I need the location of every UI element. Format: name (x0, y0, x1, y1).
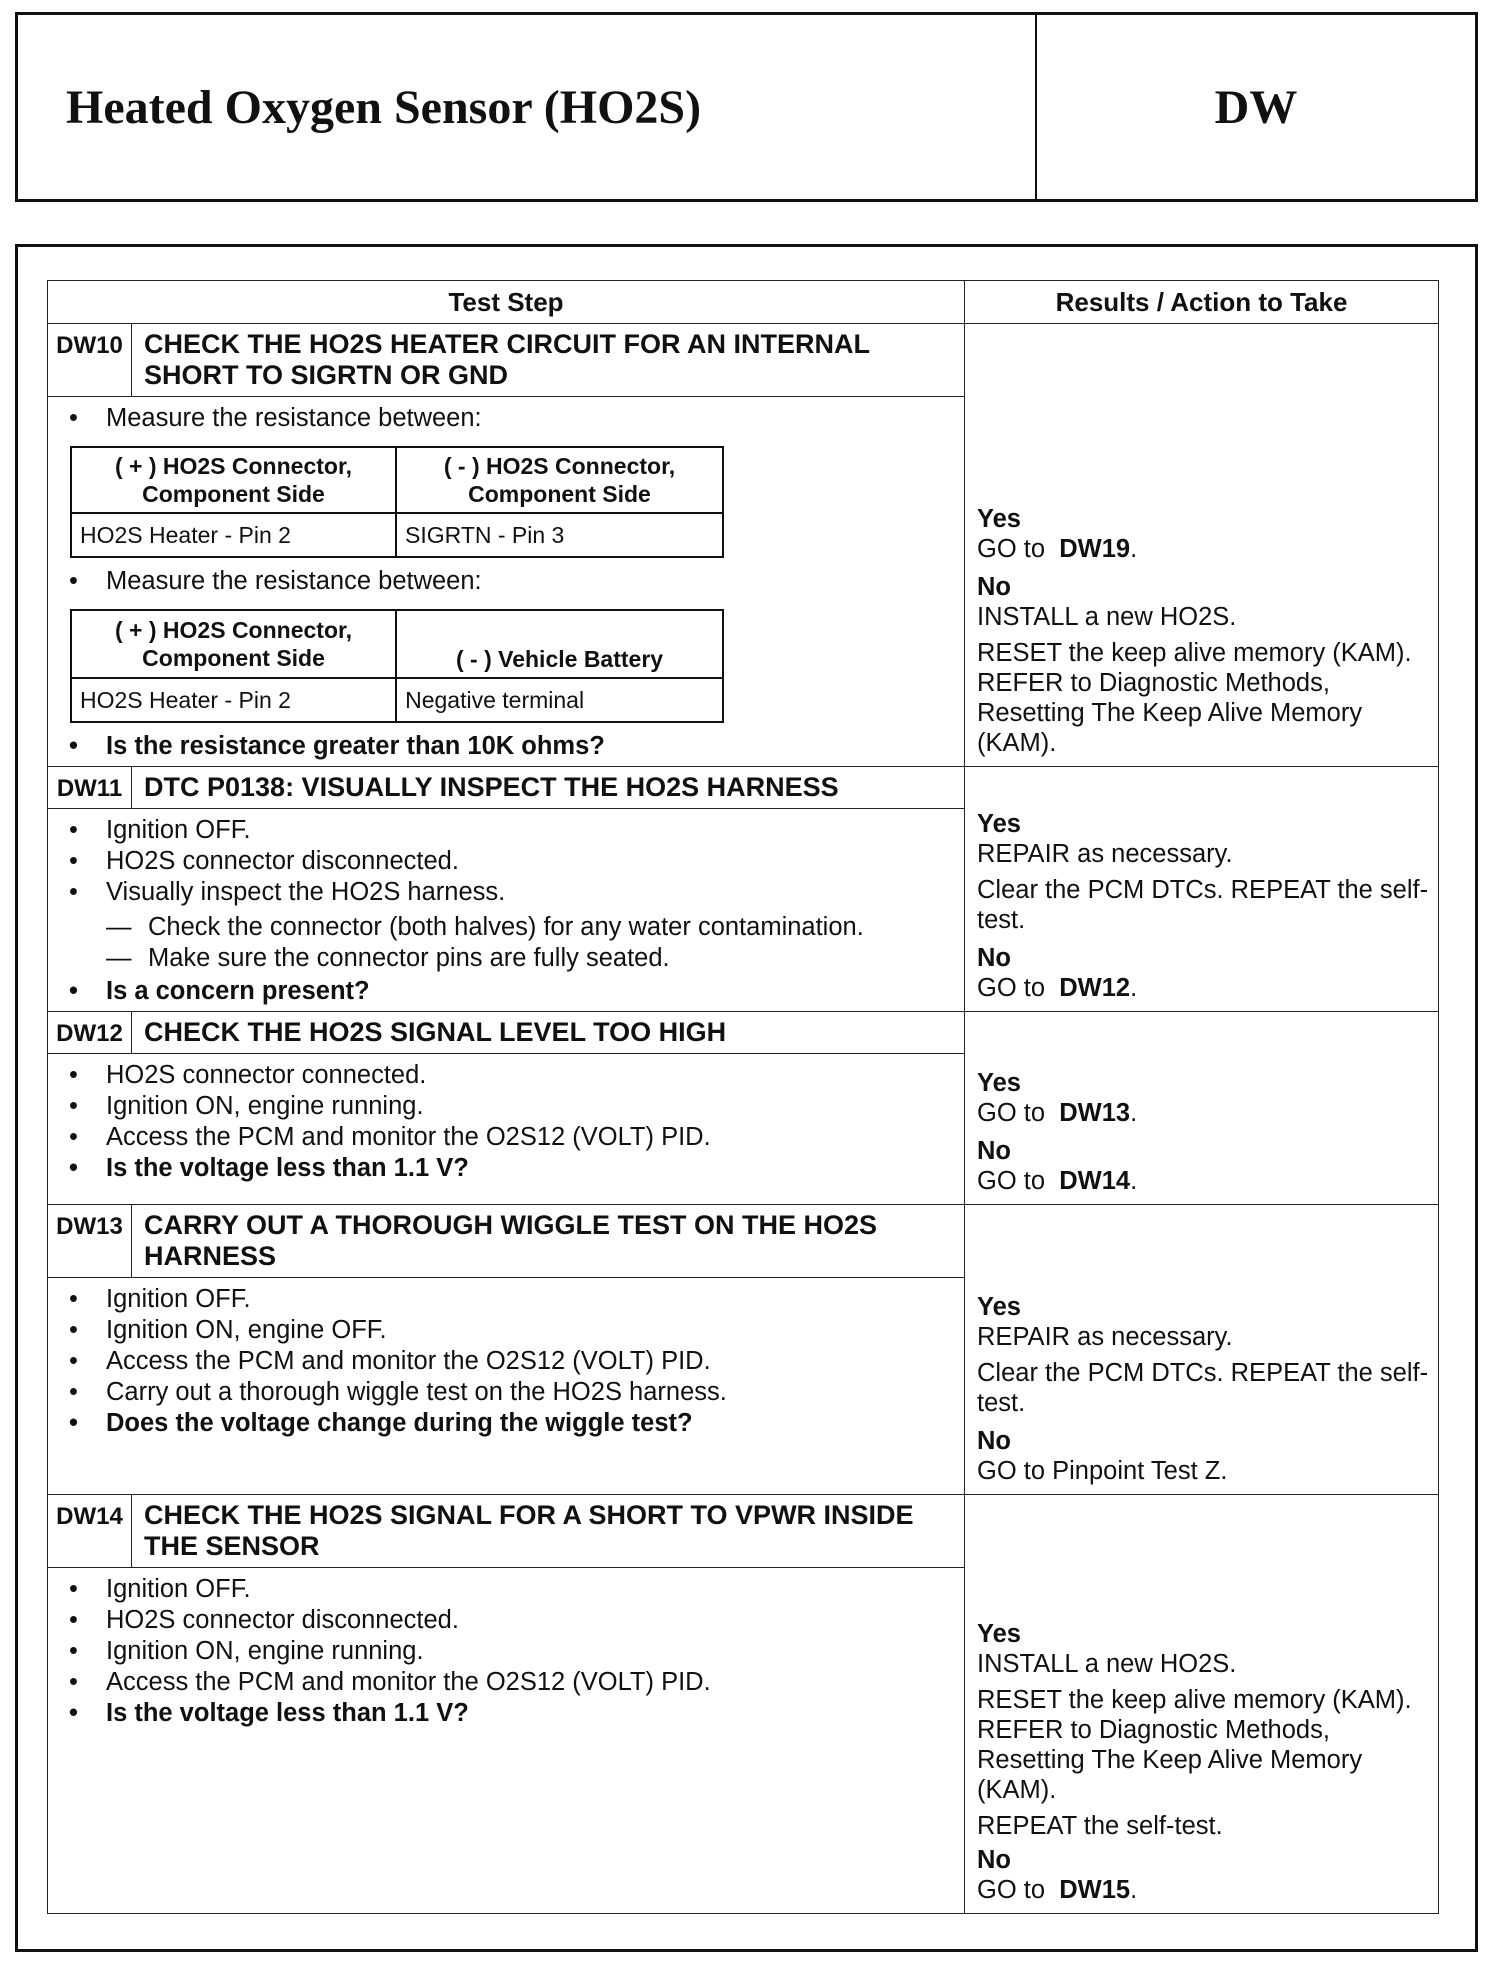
no-action: INSTALL a new HO2S. (977, 603, 1237, 631)
step-title: DTC P0138: VISUALLY INSPECT THE HO2S HARNESS (132, 767, 965, 809)
goto-link[interactable]: DW19 (1059, 535, 1131, 563)
dash-item: — Make sure the connector pins are fully seated. (60, 943, 954, 974)
bullet-item: • HO2S connector disconnected. (60, 1605, 954, 1636)
question-item: • Is the resistance greater than 10K ohms? (60, 731, 954, 762)
yes-label: Yes (977, 505, 1021, 533)
no-label: No (977, 1427, 1012, 1455)
no-action: GO to DW12. (977, 974, 1138, 1002)
yes-action: REPAIR as necessary. (977, 1323, 1233, 1351)
bullet-item: • Access the PCM and monitor the O2S12 (VOLT) PID. (60, 1122, 954, 1153)
yes-action-2: Clear the PCM DTCs. REPEAT the self-test. (977, 1359, 1429, 1417)
mini-cell: HO2S Heater - Pin 2 (71, 678, 396, 722)
yes-action: GO to DW19. (977, 535, 1138, 563)
yes-label: Yes (977, 1069, 1021, 1097)
bullet-item: • Access the PCM and monitor the O2S12 (VOLT) PID. (60, 1346, 954, 1377)
table-header-row (48, 281, 1439, 324)
question-item: • Is the voltage less than 1.1 V? (60, 1698, 954, 1729)
no-action-2: RESET the keep alive memory (KAM). REFER to Diagnostic Methods, Resetting The Keep Alive Memory (KAM). (977, 639, 1412, 757)
step-code: DW11 (48, 767, 132, 809)
bullet-item: • Measure the resistance between: (60, 566, 954, 597)
step-body (48, 1568, 965, 1914)
yes-action-2: RESET the keep alive memory (KAM). REFER to Diagnostic Methods, Resetting The Keep Alive Memory (KAM). (977, 1686, 1412, 1804)
yes-action: INSTALL a new HO2S. (977, 1650, 1237, 1678)
step-dw12-title-row (48, 1012, 1439, 1054)
goto-link[interactable]: DW12 (1059, 974, 1131, 1002)
step-dw14-results (965, 1495, 1439, 1914)
pinpoint-test-table (47, 280, 1439, 1914)
mini-header: ( - ) HO2S Connector, Component Side (396, 447, 723, 513)
step-code: DW10 (48, 324, 132, 397)
step-title: CARRY OUT A THOROUGH WIGGLE TEST ON THE HO2S HARNESS (132, 1205, 965, 1278)
step-body (48, 809, 965, 1012)
no-label: No (977, 573, 1012, 601)
page-header (15, 12, 1478, 202)
bullet-item: • Ignition ON, engine running. (60, 1636, 954, 1667)
bullet-item: • HO2S connector connected. (60, 1060, 954, 1091)
goto-link[interactable]: DW13 (1059, 1099, 1131, 1127)
yes-label: Yes (977, 1293, 1021, 1321)
step-title: CHECK THE HO2S SIGNAL LEVEL TOO HIGH (132, 1012, 965, 1054)
bullet-item: • Ignition ON, engine running. (60, 1091, 954, 1122)
section-code: DW (1214, 80, 1298, 134)
bullet-item: • Access the PCM and monitor the O2S12 (VOLT) PID. (60, 1667, 954, 1698)
yes-action: GO to DW13. (977, 1099, 1138, 1127)
step-title: CHECK THE HO2S SIGNAL FOR A SHORT TO VPWR INSIDE THE SENSOR (132, 1495, 965, 1568)
goto-link[interactable]: DW14 (1059, 1167, 1131, 1195)
question-item: • Is the voltage less than 1.1 V? (60, 1153, 954, 1184)
yes-label: Yes (977, 1620, 1021, 1648)
col-header-test-step: Test Step (48, 281, 965, 324)
step-title: CHECK THE HO2S HEATER CIRCUIT FOR AN INTERNAL SHORT TO SIGRTN OR GND (132, 324, 965, 397)
step-code: DW12 (48, 1012, 132, 1054)
step-body (48, 397, 965, 767)
no-action: GO to DW14. (977, 1167, 1138, 1195)
mini-cell: HO2S Heater - Pin 2 (71, 513, 396, 557)
yes-action-2: Clear the PCM DTCs. REPEAT the self-test. (977, 876, 1429, 934)
bullet-item: • Visually inspect the HO2S harness. (60, 877, 954, 908)
step-body (48, 1278, 965, 1495)
mini-header: ( + ) HO2S Connector, Component Side (71, 447, 396, 513)
step-dw10-results (965, 324, 1439, 767)
mini-cell: SIGRTN - Pin 3 (396, 513, 723, 557)
question-item: • Is a concern present? (60, 976, 954, 1007)
no-action: GO to DW15. (977, 1876, 1138, 1904)
step-dw13-results (965, 1205, 1439, 1495)
bullet-item: • Ignition ON, engine OFF. (60, 1315, 954, 1346)
step-dw10-title-row (48, 324, 1439, 397)
step-dw11-results (965, 767, 1439, 1012)
step-dw12-results (965, 1012, 1439, 1205)
dash-item: — Check the connector (both halves) for any water contamination. (60, 912, 954, 943)
mini-cell: Negative terminal (396, 678, 723, 722)
goto-link[interactable]: DW15 (1059, 1876, 1131, 1904)
mini-header: ( - ) Vehicle Battery (396, 610, 723, 678)
step-dw11-title-row (48, 767, 1439, 809)
question-item: • Does the voltage change during the wiggle test? (60, 1408, 954, 1439)
measurement-table-2 (70, 609, 724, 723)
bullet-item: • HO2S connector disconnected. (60, 846, 954, 877)
step-code: DW13 (48, 1205, 132, 1278)
yes-action: REPAIR as necessary. (977, 840, 1233, 868)
yes-action-3: REPEAT the self-test. (977, 1812, 1223, 1840)
bullet-item: • Ignition OFF. (60, 1574, 954, 1605)
bullet-item: • Ignition OFF. (60, 815, 954, 846)
bullet-item: • Measure the resistance between: (60, 403, 954, 434)
no-label: No (977, 944, 1012, 972)
col-header-results: Results / Action to Take (965, 281, 1439, 324)
no-label: No (977, 1137, 1012, 1165)
bullet-item: • Ignition OFF. (60, 1284, 954, 1315)
step-dw14-title-row (48, 1495, 1439, 1568)
no-action[interactable]: GO to Pinpoint Test Z. (977, 1457, 1228, 1485)
bullet-item: • Carry out a thorough wiggle test on the HO2S harness. (60, 1377, 954, 1408)
yes-label: Yes (977, 810, 1021, 838)
mini-header: ( + ) HO2S Connector, Component Side (71, 610, 396, 678)
page-title: Heated Oxygen Sensor (HO2S) (18, 15, 1037, 199)
measurement-table-1 (70, 446, 724, 558)
no-label: No (977, 1846, 1012, 1874)
step-body (48, 1054, 965, 1205)
step-dw13-title-row (48, 1205, 1439, 1278)
step-code: DW14 (48, 1495, 132, 1568)
